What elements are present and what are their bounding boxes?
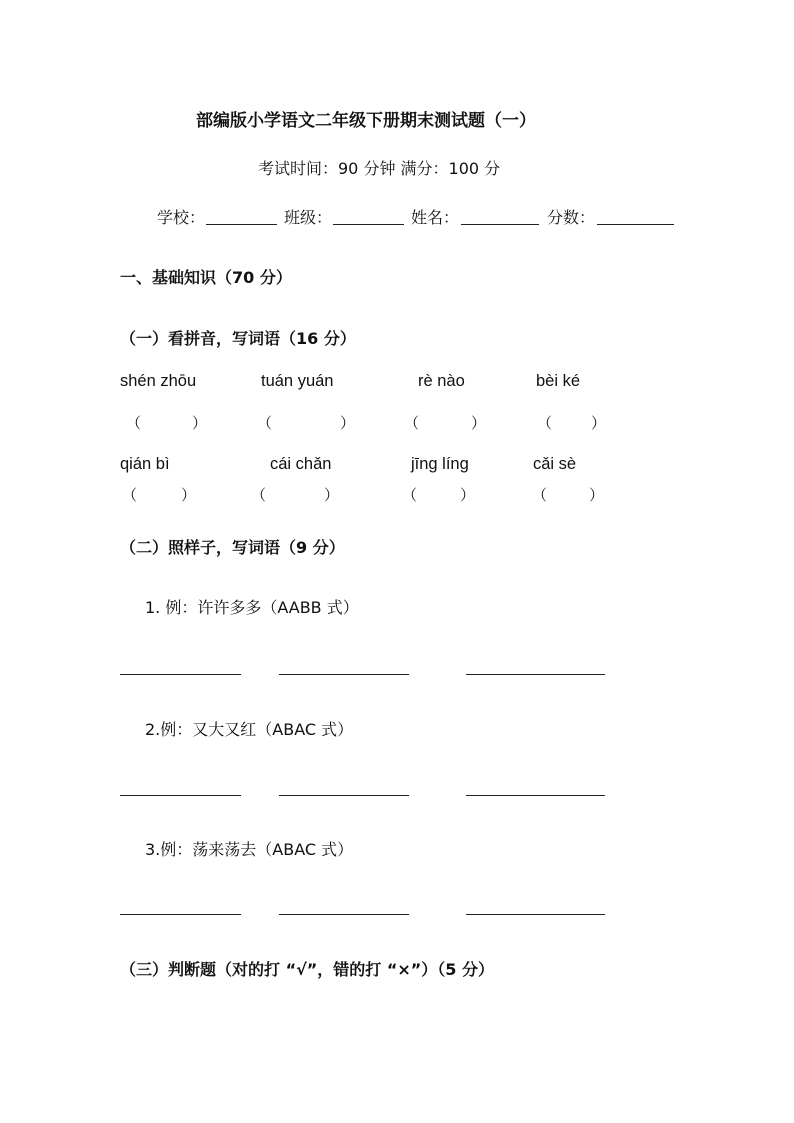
school-field[interactable]: [206, 224, 277, 225]
school-label: 学校：: [157, 208, 206, 227]
pinyin-item: jīng líng: [411, 455, 469, 473]
pinyin-item: cái chǎn: [270, 455, 332, 473]
paren-close: ）: [324, 486, 340, 504]
page-title: 部编版小学语文二年级下册期末测试题（一）: [196, 111, 536, 131]
answer-line[interactable]: [120, 674, 241, 675]
answer-line[interactable]: [466, 914, 605, 915]
answer-line[interactable]: [466, 674, 605, 675]
paren-open: （: [404, 414, 420, 432]
example-item: 2.例：又大又红（ABAC 式）: [145, 720, 354, 739]
paren-close: ）: [589, 486, 605, 504]
score-label: 分数：: [547, 208, 596, 227]
exam-time-info: 考试时间：90 分钟 满分：100 分: [258, 159, 501, 178]
class-field[interactable]: [333, 224, 404, 225]
example-item: 1. 例：许许多多（AABB 式）: [145, 598, 359, 617]
answer-line[interactable]: [466, 795, 605, 796]
paren-close: ）: [181, 486, 197, 504]
answer-line[interactable]: [279, 914, 409, 915]
pinyin-item: bèi ké: [536, 372, 581, 390]
pinyin-item: qián bì: [120, 455, 170, 473]
paren-open: （: [126, 414, 142, 432]
answer-line[interactable]: [279, 795, 409, 796]
paren-open: （: [532, 486, 548, 504]
sec2-heading: （二）照样子，写词语（9 分）: [120, 538, 345, 557]
paren-open: （: [257, 414, 273, 432]
paren-close: ）: [471, 414, 487, 432]
paren-open: （: [402, 486, 418, 504]
paren-close: ）: [192, 414, 208, 432]
name-label: 姓名：: [411, 208, 460, 227]
class-label: 班级：: [284, 208, 333, 227]
pinyin-item: tuán yuán: [261, 372, 334, 390]
paren-close: ）: [460, 486, 476, 504]
paren-open: （: [537, 414, 553, 432]
paren-close: ）: [591, 414, 607, 432]
paren-open: （: [122, 486, 138, 504]
example-item: 3.例：荡来荡去（ABAC 式）: [145, 840, 354, 859]
pinyin-item: cǎi sè: [533, 455, 577, 473]
paren-open: （: [251, 486, 267, 504]
answer-line[interactable]: [279, 674, 409, 675]
sec3-heading: （三）判断题（对的打 “√”，错的打 “×”）（5 分）: [120, 960, 494, 979]
answer-line[interactable]: [120, 795, 241, 796]
pinyin-item: shén zhōu: [120, 372, 197, 390]
score-field[interactable]: [597, 224, 674, 225]
name-field[interactable]: [461, 224, 539, 225]
pinyin-item: rè nào: [418, 372, 465, 390]
answer-line[interactable]: [120, 914, 241, 915]
part1-heading: 一、基础知识（70 分）: [120, 268, 292, 287]
paren-close: ）: [340, 414, 356, 432]
sec1-heading: （一）看拼音，写词语（16 分）: [120, 329, 356, 348]
